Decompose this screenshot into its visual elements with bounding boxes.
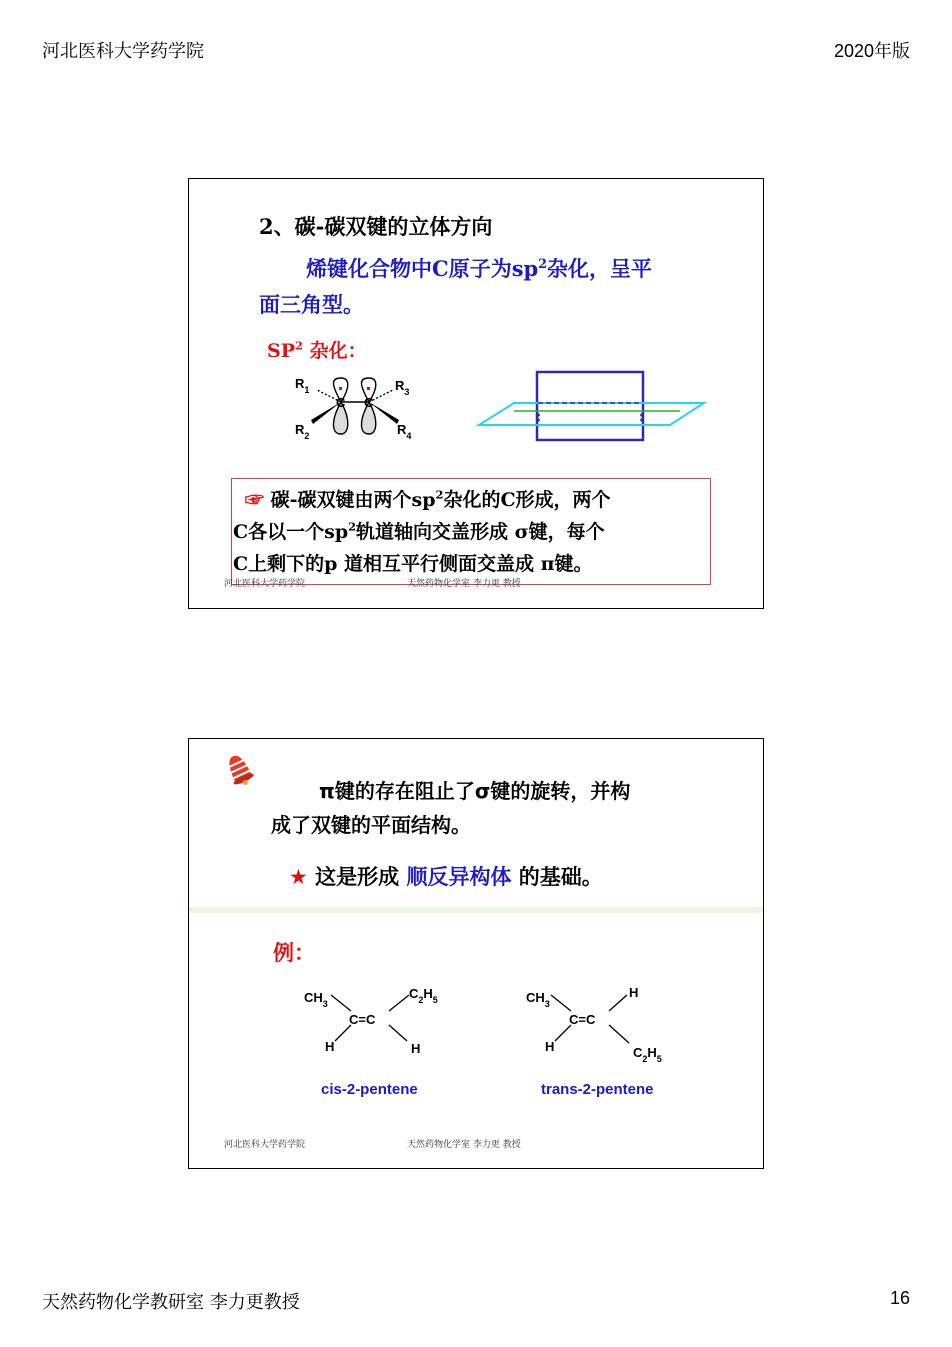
pi-bond-plane-diagram (474, 369, 709, 444)
cis-trans-isomer-term: 顺反异构体 (406, 865, 512, 889)
page-header-left: 河北医科大学药学院 (42, 41, 204, 62)
trans-h-top: H (629, 985, 639, 1000)
page-number: 16 (889, 1288, 910, 1308)
slide1-paragraph-line1 (306, 253, 652, 283)
box-l1-b: 杂化的C形成，两个 (443, 489, 611, 511)
hand-pointer-icon: ☞ (245, 489, 265, 511)
page-header-right: 2020年版 (833, 41, 910, 61)
sp2-label-a: SP (267, 340, 296, 362)
slide1-para1-sup: 2 (538, 256, 547, 271)
line3-c: 的基础。 (511, 865, 603, 889)
mol-c1: C (336, 395, 346, 410)
slide1-footer-right: 天然药物化学室 李力更 教授 (407, 579, 521, 589)
slide2-footer-right: 天然药物化学室 李力更 教授 (407, 1140, 521, 1150)
slide2-footer-left: 河北医科大学药学院 (224, 1140, 306, 1150)
explanation-line3: C上剩下的p 道相互平行侧面交盖成 π键。 (233, 553, 593, 575)
slide2-line1: π键的存在阻止了σ键的旋转，并构 (319, 779, 631, 803)
mol-r1: $R_1$ (295, 376, 310, 395)
trans-h-bot: H (545, 1039, 555, 1054)
box-l2-b: 轨道轴向交盖形成 σ键，每个 (356, 521, 605, 543)
mol-r4: $R_4$ (397, 422, 412, 441)
slide-2 (188, 738, 764, 1169)
bell-icon (221, 749, 257, 789)
star-icon: ★ (289, 865, 308, 889)
page-footer-left: 天然药物化学教研室 李力更教授 (42, 1292, 300, 1313)
slide1-paragraph-line2: 面三角型。 (259, 292, 364, 317)
line3-a: 这是形成 (307, 865, 407, 889)
sp2-label-sup: 2 (295, 338, 303, 353)
cis-2-pentene-structure (299, 981, 459, 1063)
slide2-line3 (289, 861, 603, 891)
mol-r3: $R_3$ (395, 378, 410, 397)
trans-name: trans-2-pentene (541, 1081, 654, 1098)
cis-c2h5: $C_2H_5$ (409, 986, 438, 1005)
cis-cc: C=C (349, 1012, 376, 1027)
sp2-label (267, 336, 367, 363)
slide1-para1-b: 杂化，呈平 (547, 256, 652, 281)
slide1-footer-left: 河北医科大学药学院 (224, 579, 306, 589)
slide-1 (188, 178, 764, 609)
cis-name: cis-2-pentene (321, 1081, 418, 1098)
explanation-line1 (245, 485, 611, 512)
box-l1-a: 碳-碳双键由两个sp (264, 489, 436, 511)
slide1-para1-a: 烯键化合物中C原子为sp (306, 256, 539, 281)
slide2-line2: 成了双键的平面结构。 (271, 813, 471, 837)
cis-h2: H (411, 1041, 421, 1056)
cis-h1: H (325, 1039, 335, 1054)
mol-c2: C (364, 395, 374, 410)
cis-ch3: $CH_3$ (304, 990, 328, 1009)
explanation-line2 (233, 517, 605, 544)
mol-r2: $R_2$ (295, 422, 310, 441)
slide1-title: 2、碳-碳双键的立体方向 (259, 214, 493, 239)
trans-ch3: $CH_3$ (526, 990, 550, 1009)
box-l2-a: C各以一个sp (233, 521, 349, 543)
slide2-divider (189, 907, 763, 913)
trans-cc: C=C (569, 1012, 596, 1027)
box-l1-sup: 2 (435, 487, 444, 502)
example-label: 例： (273, 941, 315, 965)
trans-2-pentene-structure (521, 981, 681, 1067)
sp2-orbital-diagram (289, 374, 419, 444)
box-l2-sup: 2 (348, 519, 357, 534)
sp2-label-b: 杂化： (302, 340, 367, 362)
trans-c2h5: $C_2H_5$ (633, 1045, 662, 1064)
